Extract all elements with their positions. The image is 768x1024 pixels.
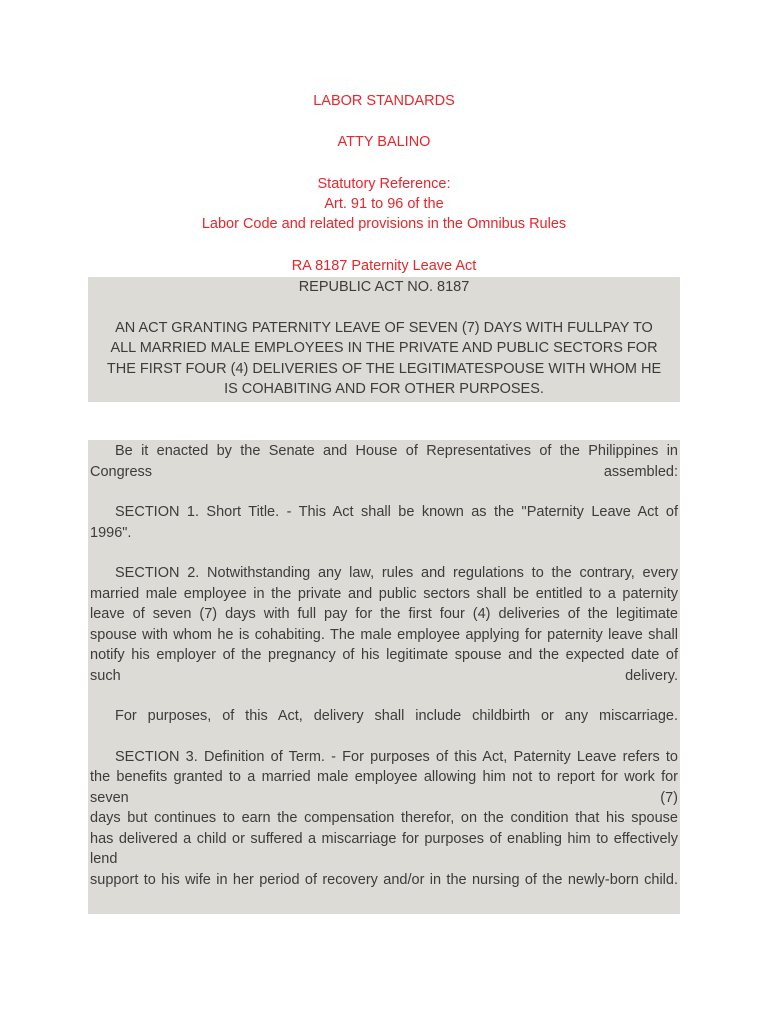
- section-2-line: married male employee in the private and public sectors shall be entitled to a paternity: [90, 585, 678, 602]
- enacting-clause-line: Be it enacted by the Senate and House of Representatives of the Philippines in: [115, 443, 678, 459]
- statutory-ref-label: Statutory Reference:: [317, 176, 451, 192]
- delivery-note: For purposes, of this Act, delivery shall include childbirth or any miscarriage.: [115, 708, 678, 724]
- act-long-title-line: ALL MARRIED MALE EMPLOYEES IN THE PRIVATE AND PUBLIC SECTORS FOR: [110, 340, 658, 356]
- section-3-line: support to his wife in her period of recovery and/or in the nursing of the newly-born child.: [90, 871, 678, 888]
- section-3-line: the benefits granted to a married male employee allowing him not to report for work for: [90, 769, 678, 785]
- section-2-line: spouse with whom he is cohabiting. The male employee applying for paternity leave shall: [90, 626, 678, 643]
- section-3-line: lend: [90, 851, 118, 867]
- statutory-ref-articles: Art. 91 to 96 of the: [324, 196, 444, 212]
- section-1-line: SECTION 1. Short Title. - This Act shall be known as the "Paternity Leave Act of: [115, 504, 678, 520]
- section-3-line: days but continues to earn the compensation therefor, on the condition that his spouse: [90, 810, 678, 826]
- doc-title: LABOR STANDARDS: [313, 93, 455, 109]
- act-heading: RA 8187 Paternity Leave Act: [291, 258, 477, 274]
- section-1-line: 1996".: [90, 524, 132, 541]
- act-body-box: [88, 440, 680, 914]
- doc-author: ATTY BALINO: [337, 134, 431, 150]
- enacting-clause-line: Congress assembled:: [90, 463, 678, 480]
- act-long-title-line: THE FIRST FOUR (4) DELIVERIES OF THE LEGITIMATESPOUSE WITH WHOM HE: [106, 360, 662, 377]
- section-2-line: notify his employer of the pregnancy of his legitimate spouse and the expected date of: [90, 647, 678, 663]
- act-title-box: [88, 277, 680, 402]
- section-3-line: seven (7): [90, 789, 678, 806]
- act-long-title-line: AN ACT GRANTING PATERNITY LEAVE OF SEVEN (7) DAYS WITH FULLPAY TO: [115, 319, 653, 336]
- section-2-line: such delivery.: [90, 667, 678, 684]
- act-number: REPUBLIC ACT NO. 8187: [298, 279, 470, 295]
- section-2-line: SECTION 2. Notwithstanding any law, rules and regulations to the contrary, every: [115, 565, 678, 581]
- section-3-line: has delivered a child or suffered a miscarriage for purposes of enabling him to effectively: [90, 830, 678, 847]
- section-3-line: SECTION 3. Definition of Term. - For purposes of this Act, Paternity Leave refers to: [115, 748, 678, 765]
- statutory-ref-code: Labor Code and related provisions in the Omnibus Rules: [201, 216, 567, 232]
- section-2-line: leave of seven (7) days with full pay for the first four (4) deliveries of the legitimate: [90, 606, 678, 622]
- act-long-title-line: IS COHABITING AND FOR OTHER PURPOSES.: [224, 381, 544, 397]
